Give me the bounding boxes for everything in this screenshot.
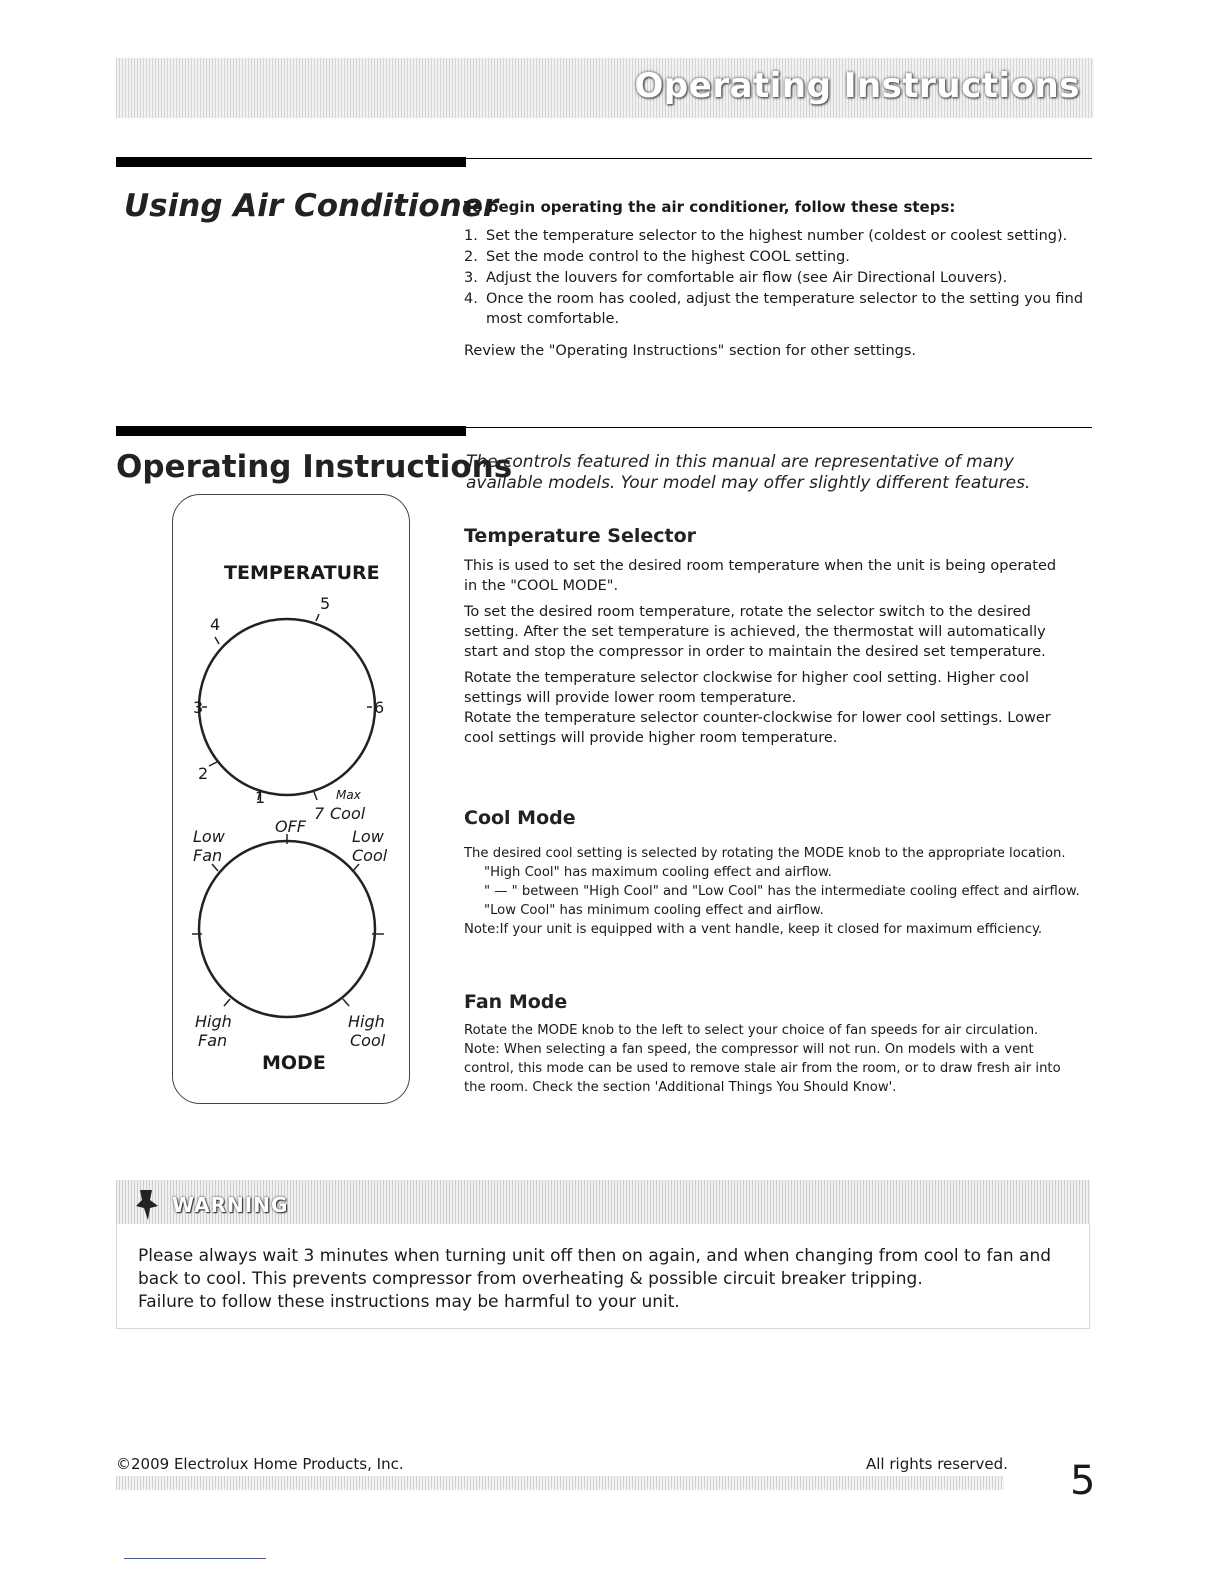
mode-label: MODE (262, 1052, 326, 1074)
steps-list (464, 226, 1084, 330)
temp-tick-2: 2 (198, 764, 209, 783)
low-fan-label-1: Low (193, 827, 225, 846)
footer-rights: All rights reserved. (866, 1455, 1008, 1473)
list-item: 1. Set the temperature selector to the highest number (coldest or coolest setting). (464, 228, 1068, 244)
high-cool-label-1: High (348, 1012, 385, 1031)
list-item: 2. Set the mode control to the highest COOL setting. (464, 249, 850, 265)
high-cool-label-2: Cool (350, 1031, 386, 1050)
temperature-selector-text: This is used to set the desired room temperature when the unit is being operated in the "COOL MODE". To set the desired room temperature, rotate the selector switch to the desired setting. After the set temperature is achieved, the thermostat will automatically start and stop the compressor in order to maintain the desired set temperature. Rotate the temperature selector clockwise for higher cool setting. Higher cool settings will provide lower room temperature. Rotate the temperature selector counter-clockwise for lower cool settings. Lower cool settings will provide higher room temperature. (464, 558, 1057, 746)
footer-copyright: ©2009 Electrolux Home Products, Inc. (116, 1455, 404, 1473)
low-cool-label-1: Low (352, 827, 384, 846)
section-divider-thick (116, 157, 466, 167)
link-underline (124, 1558, 266, 1559)
high-fan-label-2: Fan (198, 1031, 228, 1050)
fan-mode-heading: Fan Mode (464, 991, 568, 1013)
cool-mode-text: The desired cool setting is selected by rotating the MODE knob to the appropriate location. "High Cool" has maximum cooling effect and airflow. " — " between "High Cool" and "Low Cool" has the intermediate cooling effect and airflow. "Low Cool" has minimum cooling effect and airflow. Note:If your unit is equipped with a vent handle, keep it closed for maximum efficiency. (464, 846, 1080, 937)
list-item: 3. Adjust the louvers for comfortable air flow (see Air Directional Louvers). (464, 270, 1008, 286)
fan-mode-text: Rotate the MODE knob to the left to select your choice of fan speeds for air circulation. Note: When selecting a fan speed, the compressor will not run. On models with a vent control, this mode can be used to remove stale air from the room, or to draw fresh air into the room. Check the section 'Additional Things You Should Know'. (464, 1023, 1061, 1095)
temp-tick-4: 4 (210, 615, 221, 634)
section-divider-thick (116, 426, 466, 436)
temp-tick-1: 1 (255, 788, 266, 807)
temp-tick-5: 5 (320, 594, 331, 613)
section-divider-thin (466, 158, 1092, 159)
warning-title: WARNING (172, 1193, 289, 1217)
section-title-using-ac: Using Air Conditioner (124, 188, 499, 224)
high-fan-label-1: High (195, 1012, 232, 1031)
steps-lead: To begin operating the air conditioner, follow these steps: (464, 198, 956, 216)
temperature-selector-heading: Temperature Selector (464, 525, 697, 547)
warning-text: Please always wait 3 minutes when turning unit off then on again, and when changing from cool to fan and back to cool. This prevents compressor from overheating & possible circuit breaker tripping. Failure to follow these instructions may be harmful to your unit. (138, 1246, 1052, 1312)
page-number: 5 (1070, 1458, 1096, 1504)
mode-dial (199, 841, 375, 1017)
header-banner (116, 58, 1094, 118)
section-title-operating: Operating Instructions (116, 449, 513, 485)
pushpin-icon (134, 1188, 164, 1222)
temperature-dial (199, 619, 375, 795)
cool-label: Cool (330, 804, 366, 823)
off-label: OFF (275, 817, 306, 836)
operating-intro: The controls featured in this manual are representative of many available models. Your model may offer slightly different features. (466, 452, 1031, 493)
footer-bar (116, 1476, 1004, 1490)
temp-tick-3: 3 (193, 698, 204, 717)
cool-mode-heading: Cool Mode (464, 807, 576, 829)
page-header-title: Operating Instructions (634, 66, 1080, 106)
section-divider-thin (466, 427, 1092, 428)
review-note: Review the "Operating Instructions" section for other settings. (464, 343, 917, 359)
temp-tick-6: 6 (374, 698, 385, 717)
temp-tick-7: 7 (314, 804, 325, 823)
list-item: 4. Once the room has cooled, adjust the temperature selector to the setting you find most comfortable. (464, 291, 1084, 327)
low-cool-label-2: Cool (352, 846, 388, 865)
low-fan-label-2: Fan (193, 846, 223, 865)
max-label: Max (336, 788, 361, 802)
temperature-label: TEMPERATURE (224, 562, 380, 584)
